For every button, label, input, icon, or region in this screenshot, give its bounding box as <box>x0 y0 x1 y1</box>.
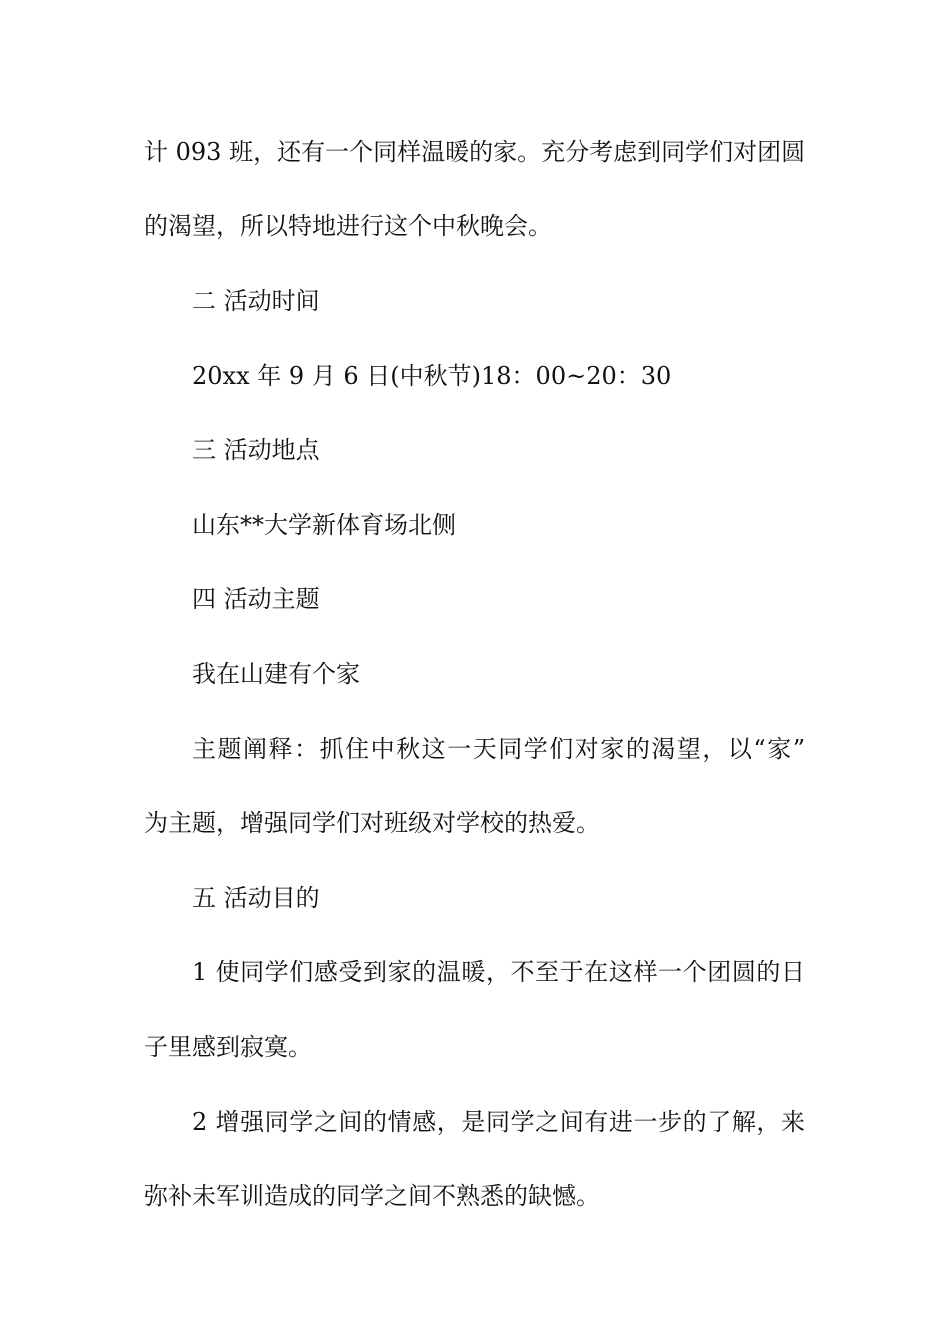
theme-explanation-line: 为主题，增强同学们对班级对学校的热爱。 <box>144 809 600 837</box>
purpose-item-line: 弥补未军训造成的同学之间不熟悉的缺憾。 <box>144 1182 600 1210</box>
section-heading-theme: 四 活动主题 <box>192 585 320 613</box>
section-heading-location: 三 活动地点 <box>192 436 320 464</box>
purpose-item-line: 子里感到寂寞。 <box>144 1033 312 1061</box>
section-heading-purpose: 五 活动目的 <box>192 884 320 912</box>
event-theme-text: 我在山建有个家 <box>192 660 360 688</box>
section-heading-time: 二 活动时间 <box>192 287 320 315</box>
paragraph-line: 的渴望，所以特地进行这个中秋晚会。 <box>144 212 552 240</box>
event-time-text: 20xx 年 9 月 6 日(中秋节)18：00~20：30 <box>192 362 672 390</box>
paragraph-line: 计 093 班，还有一个同样温暖的家。充分考虑到同学们对团圆 <box>144 138 806 166</box>
event-location-text: 山东**大学新体育场北侧 <box>192 511 456 539</box>
theme-explanation-line: 主题阐释：抓住中秋这一天同学们对家的渴望，以“家” <box>192 735 805 763</box>
purpose-item-line: 1 使同学们感受到家的温暖，不至于在这样一个团圆的日 <box>192 958 805 986</box>
purpose-item-line: 2 增强同学之间的情感，是同学之间有进一步的了解，来 <box>192 1108 805 1136</box>
